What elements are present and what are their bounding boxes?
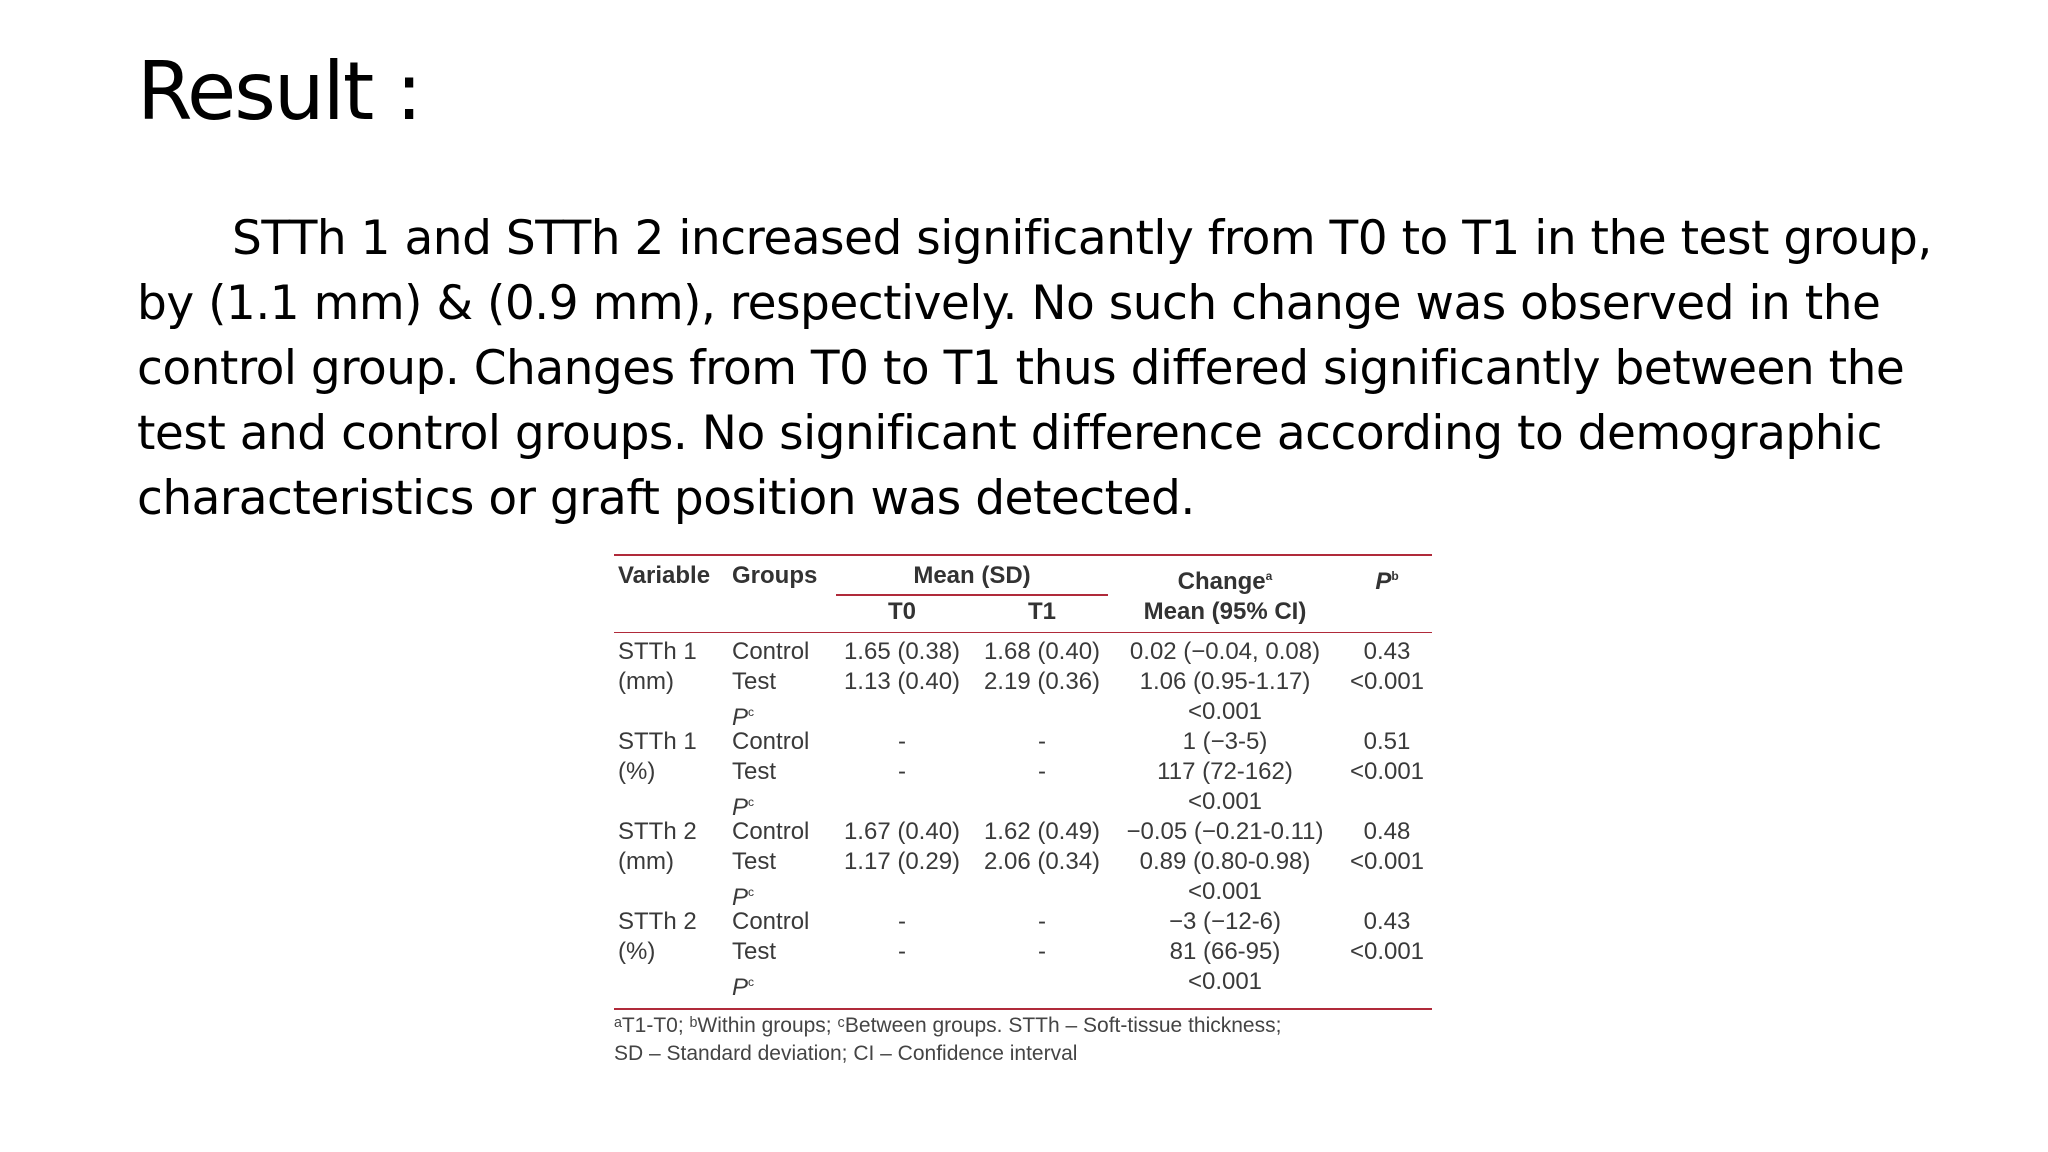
- cell-change: −0.05 (−0.21-0.11): [1126, 818, 1324, 845]
- row-group: Test: [732, 668, 777, 695]
- row-group: Test: [732, 848, 777, 875]
- row-group: Control: [732, 728, 810, 755]
- row-variable-name: STTh 1: [618, 638, 697, 665]
- row-group-p-sup: c: [748, 705, 755, 719]
- row-group-p: [732, 698, 754, 732]
- cell-p: 0.48: [1363, 818, 1411, 845]
- cell-t0: -: [898, 938, 906, 965]
- row-variable-unit: (mm): [618, 668, 674, 695]
- result-paragraph: [137, 206, 1937, 531]
- cell-t1: -: [1038, 728, 1046, 755]
- header-p-label: P: [1375, 568, 1392, 595]
- cell-t0: 1.65 (0.38): [843, 638, 961, 665]
- cell-p: <0.001: [1349, 668, 1425, 695]
- row-group-p: [732, 878, 754, 912]
- cell-change: 81 (66-95): [1169, 938, 1281, 965]
- cell-t0: 1.17 (0.29): [843, 848, 961, 875]
- row-group-p: [732, 788, 754, 822]
- cell-change: 1.06 (0.95-1.17): [1139, 668, 1311, 695]
- row-variable-unit: (%): [618, 938, 656, 965]
- cell-change: <0.001: [1187, 788, 1263, 815]
- cell-change: <0.001: [1187, 698, 1263, 725]
- cell-change: <0.001: [1187, 968, 1263, 995]
- cell-change: <0.001: [1187, 878, 1263, 905]
- row-variable-name: STTh 2: [618, 818, 697, 845]
- row-variable-unit: (mm): [618, 848, 674, 875]
- row-group-p-label: P: [732, 884, 749, 911]
- cell-t1: 2.19 (0.36): [983, 668, 1101, 695]
- cell-p: 0.43: [1363, 908, 1411, 935]
- row-variable-name: STTh 1: [618, 728, 697, 755]
- row-group: Test: [732, 938, 777, 965]
- header-mean-sd: Mean (SD): [913, 562, 1031, 589]
- table-bottom-rule: [614, 1008, 1432, 1010]
- row-group-p-label: P: [732, 794, 749, 821]
- row-group-p: [732, 968, 754, 1002]
- row-group-p-sup: c: [748, 975, 755, 989]
- header-change-mean-ci: Mean (95% CI): [1143, 598, 1307, 625]
- cell-t0: 1.67 (0.40): [843, 818, 961, 845]
- row-group: Control: [732, 908, 810, 935]
- cell-t0: -: [898, 728, 906, 755]
- table-footnote-1: ᵃT1-T0; ᵇWithin groups; ᶜBetween groups. STTh – Soft-tissue thickness;: [614, 1014, 1282, 1037]
- cell-t0: -: [898, 908, 906, 935]
- header-p-sup: b: [1391, 569, 1399, 583]
- cell-p: 0.51: [1363, 728, 1411, 755]
- cell-p: <0.001: [1349, 848, 1425, 875]
- mean-sd-rule: [836, 594, 1108, 596]
- cell-t1: 1.68 (0.40): [983, 638, 1101, 665]
- header-t1: T1: [1027, 598, 1056, 625]
- header-p: [1344, 562, 1430, 596]
- row-group-p-sup: c: [748, 795, 755, 809]
- table-top-rule: [614, 554, 1432, 556]
- header-change-label: Change: [1177, 568, 1266, 595]
- row-variable-unit: (%): [618, 758, 656, 785]
- header-t0: T0: [887, 598, 916, 625]
- cell-t1: -: [1038, 908, 1046, 935]
- cell-t1: -: [1038, 758, 1046, 785]
- table-footnote-2: SD – Standard deviation; CI – Confidence interval: [614, 1042, 1078, 1065]
- row-group-p-label: P: [732, 974, 749, 1001]
- slide-title: Result :: [137, 45, 421, 138]
- cell-change: 0.02 (−0.04, 0.08): [1129, 638, 1321, 665]
- header-bottom-rule: [614, 632, 1432, 633]
- cell-p: <0.001: [1349, 938, 1425, 965]
- row-group: Control: [732, 818, 810, 845]
- cell-change: 0.89 (0.80-0.98): [1139, 848, 1311, 875]
- header-change-sup: a: [1265, 569, 1273, 583]
- cell-p: <0.001: [1349, 758, 1425, 785]
- cell-change: −3 (−12-6): [1168, 908, 1282, 935]
- row-group-p-label: P: [732, 704, 749, 731]
- cell-change: 117 (72-162): [1157, 758, 1293, 785]
- result-paragraph-text: STTh 1 and STTh 2 increased significantly from T0 to T1 in the test group, by (1.1 mm) & (0.9 mm), respectively. No such change was observed in the control group. Changes from T0 to T1 thus differed significantly between the test and control groups. No significant difference according to demographic characteristics or graft position was detected.: [137, 211, 1932, 526]
- cell-t1: 1.62 (0.49): [983, 818, 1101, 845]
- row-group: Control: [732, 638, 810, 665]
- row-group-p-sup: c: [748, 885, 755, 899]
- cell-t0: 1.13 (0.40): [843, 668, 961, 695]
- cell-p: 0.43: [1363, 638, 1411, 665]
- cell-change: 1 (−3-5): [1182, 728, 1268, 755]
- header-change: [1112, 562, 1338, 596]
- row-group: Test: [732, 758, 777, 785]
- row-variable-name: STTh 2: [618, 908, 697, 935]
- header-variable: Variable: [618, 562, 711, 589]
- cell-t1: 2.06 (0.34): [983, 848, 1101, 875]
- cell-t1: -: [1038, 938, 1046, 965]
- header-groups: Groups: [732, 562, 818, 589]
- cell-t0: -: [898, 758, 906, 785]
